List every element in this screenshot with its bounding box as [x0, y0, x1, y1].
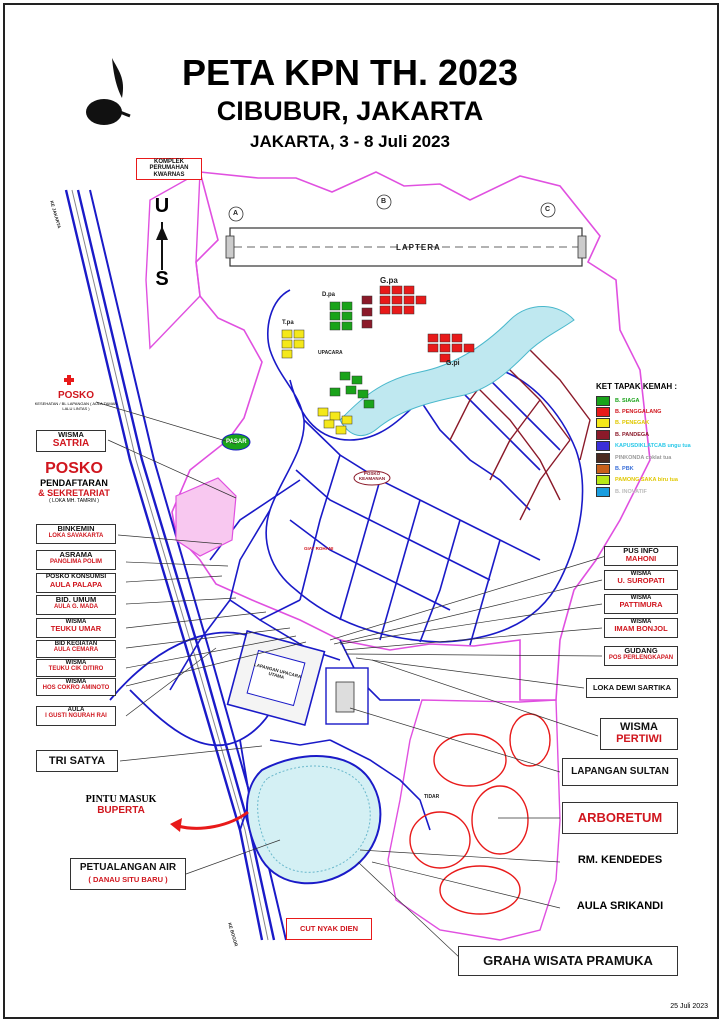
pus-info-box: PUS INFO MAHONI: [604, 546, 678, 566]
legend-label: B. SIAGA: [615, 397, 640, 404]
legend-swatch: [596, 475, 610, 485]
legend-swatch: [596, 418, 610, 428]
entry-arrow-icon: [178, 812, 248, 828]
legend: [596, 382, 716, 498]
wisma-imam-box: WISMA IMAM BONJOL: [604, 618, 678, 638]
legend-label: PINKONDA coklat tua: [615, 454, 672, 461]
legend-swatch: [596, 396, 610, 406]
lapangan-sultan-box: LAPANGAN SULTAN: [562, 758, 678, 786]
legend-label: B. INOVATIF: [615, 488, 647, 495]
wisma-satria-box: WISMA SATRIA: [36, 430, 106, 452]
legend-swatch: [596, 453, 610, 463]
wisma-teuku-cik-box: WISMA TEUKU CIK DITIRO: [36, 659, 116, 677]
loka-dewi-box: LOKA DEWI SARTIKA: [586, 678, 678, 698]
wisma-hos-box: WISMA HOS COKRO AMINOTO: [36, 678, 116, 696]
legend-swatch: [596, 487, 610, 497]
wisma-suropati-box: WISMA U. SUROPATI: [604, 570, 678, 590]
wisma-pertiwi-box: WISMA PERTIWI: [600, 718, 678, 750]
arboretum-paths: [410, 714, 550, 914]
gudang-box: GUDANG POS PERLENGKAPAN: [604, 646, 678, 666]
legend-title: KET TAPAK KEMAH :: [596, 382, 678, 391]
posko-keamanan-label: POSKO KEAMANAN: [358, 471, 386, 481]
legend-swatch: [596, 464, 610, 474]
compass-north: U: [154, 195, 170, 217]
arboretum-box: ARBORETUM: [562, 802, 678, 834]
upacara-label: UPACARA: [318, 350, 343, 356]
aula-srikandi-label: AULA SRIKANDI: [576, 900, 664, 912]
map-title: PETA KPN TH. 2023: [181, 52, 519, 93]
rm-kendedes-label: RM. KENDEDES: [577, 854, 663, 866]
legend-item: [596, 395, 716, 406]
legend-item: [596, 475, 716, 486]
legend-label: B. PENEGAK: [615, 420, 650, 427]
tri-satya-box: TRI SATYA: [36, 750, 118, 772]
map-dates: JAKARTA, 3 - 8 Juli 2023: [250, 132, 450, 151]
posko-kesehatan: POSKO KESEHATAN / BL LAPANGAN ( AULA TAMAN LALU LINTAS ): [34, 390, 118, 411]
legend-label: B. PBK: [615, 466, 634, 473]
tidar-label: TIDAR: [424, 794, 440, 800]
legend-item: [596, 463, 716, 474]
legend-item: [596, 418, 716, 429]
legend-label: B. PANDEGA: [615, 431, 650, 438]
legend-label: KAPUSDIKLATCAB ungu tua: [615, 443, 691, 450]
gpi-label: G.pi: [446, 360, 460, 367]
bid-kegiatan-box: BID KEGIATAN AULA CEMARA: [36, 640, 116, 658]
legend-swatch: [596, 441, 610, 451]
komplek-label: KOMPLEK PERUMAHAN KWARNAS: [136, 158, 202, 180]
petualangan-air-box: PETUALANGAN AIR ( DANAU SITU BARU ): [70, 858, 186, 890]
river: [340, 306, 574, 435]
graha-wisata-box: GRAHA WISATA PRAMUKA: [458, 946, 678, 976]
red-cross-icon: [64, 375, 74, 385]
legend-label: B. PENGGALANG: [615, 409, 662, 416]
giat-rohani-label: GIAT ROHANI: [304, 546, 334, 551]
wisma-pattimura-box: WISMA PATTIMURA: [604, 594, 678, 614]
aula-ngurah-box: AULA I GUSTI NGURAH RAI: [36, 706, 116, 726]
legend-item: [596, 406, 716, 417]
binkemin-box: BINKEMIN LOKA SAVAKARTA: [36, 524, 116, 544]
tapak-pandega: [362, 296, 372, 328]
dpa-label: D.pa: [322, 292, 336, 298]
marker-b-label: B: [381, 198, 387, 205]
footer-date: 25 Juli 2023: [670, 1003, 708, 1010]
pintu-masuk: PINTU MASUK BUPERTA: [85, 794, 157, 816]
lapangan-sultan-field: [326, 668, 368, 724]
marker-a-label: A: [233, 210, 239, 217]
legend-swatch: [596, 407, 610, 417]
posko-pendaftaran: POSKO PENDAFTARAN & SEKRETARIAT ( LOKA MH. TAMRIN ): [38, 460, 110, 504]
legend-swatch: [596, 430, 610, 440]
legend-item: [596, 486, 716, 497]
cut-nyak-dien-box: CUT NYAK DIEN: [286, 918, 372, 940]
posko-konsumsi-box: POSKO KONSUMSI AULA PALAPA: [36, 573, 116, 593]
gpa-label: G.pa: [380, 276, 398, 285]
road-left-label: KE JAKARTA: [49, 200, 62, 229]
pasar-label: PASAR: [226, 439, 247, 445]
scout-emblem-icon: [86, 58, 130, 125]
marker-c-label: C: [545, 206, 551, 213]
tapak-penggalang: [380, 286, 474, 362]
legend-label: PAMONG SAKA biru tua: [615, 477, 678, 484]
wisma-teuku-umar-box: WISMA TEUKU UMAR: [36, 618, 116, 638]
compass: [150, 195, 174, 291]
map-subtitle: CIBUBUR, JAKARTA: [216, 96, 484, 126]
compass-south: S: [155, 268, 169, 290]
arboretum-boundary: [388, 700, 560, 940]
tpa-label: T.pa: [282, 320, 294, 326]
pendaftaran-area: [176, 478, 236, 556]
road-bottom-label: KE BOGOR: [227, 922, 239, 947]
legend-item: [596, 452, 716, 463]
legend-item: [596, 429, 716, 440]
legend-item: [596, 441, 716, 452]
laptera-label: LAPTERA: [396, 243, 441, 252]
lapangan-utama-label: LAPANGAN UPACARA UTAMA: [253, 661, 302, 680]
asrama-box: ASRAMA PANGLIMA POLIM: [36, 550, 116, 570]
bid-umum-box: BID. UMUM AULA G. MADA: [36, 595, 116, 615]
